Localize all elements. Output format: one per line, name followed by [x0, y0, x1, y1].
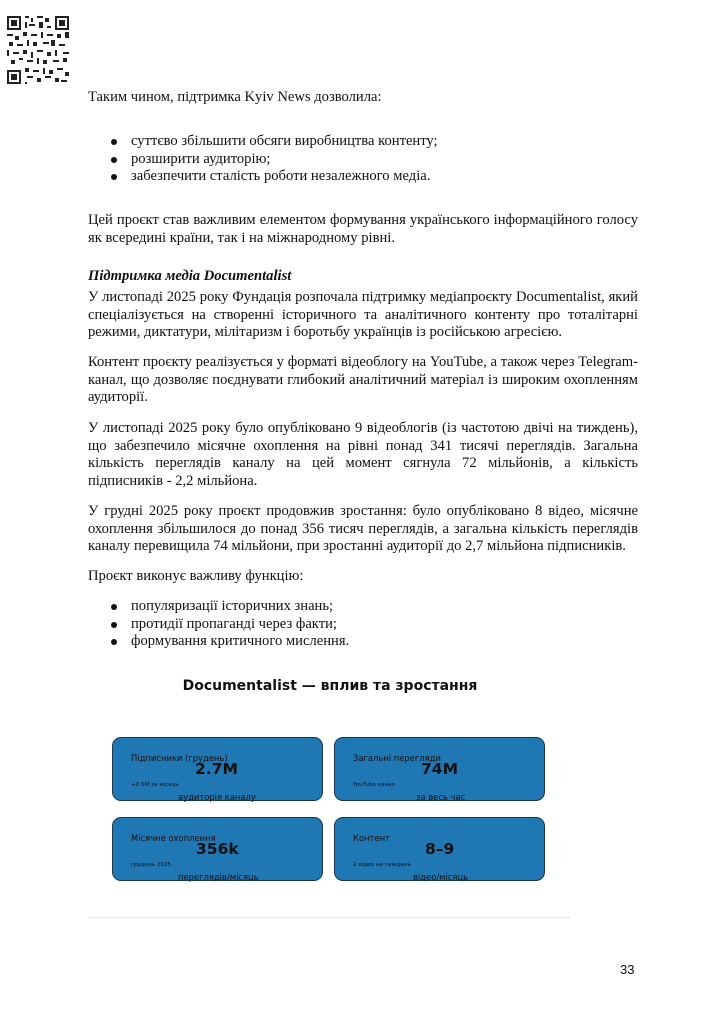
stat-card-value: 8–9 [425, 840, 455, 858]
infographic-title: Documentalist — вплив та зростання [182, 678, 478, 694]
footer-divider [88, 917, 571, 918]
bullet-icon [111, 174, 117, 180]
intro-lead: Таким чином, підтримка Kyiv News дозволила: [88, 89, 382, 105]
list-item [88, 633, 349, 651]
stat-card-value: 356k [196, 840, 239, 858]
stat-card-value: 2.7M [195, 760, 238, 778]
stat-card-unit: за весь час [416, 792, 466, 802]
list-item-text: популяризації історичних знань; [131, 598, 334, 614]
list-item [88, 133, 438, 151]
list-item-text: формування критичного мислення. [131, 633, 350, 650]
functions-lead: Проєкт виконує важливу функцію: [88, 568, 304, 584]
stat-card-subscribers [112, 737, 323, 801]
stat-card-total-views [334, 737, 545, 801]
bullet-icon [111, 622, 117, 628]
bullet-icon [111, 139, 117, 145]
stat-card-label: Контент [353, 833, 390, 843]
intro-conclusion: Цей проєкт став важливим елементом формування українського інформаційного голосу як всередині країни, так і на міжнародному рівні. [88, 212, 638, 246]
section-paragraph-4: У грудні 2025 року проєкт продовжив зростання: було опубліковано 8 відео, місячне охоплення збільшилося до понад 356 тисяч переглядів, а загальна кількість переглядів каналу перевищила 74 мільйони, при зростанні аудиторії до 2,7 мільйона підписників. [88, 503, 638, 555]
list-item [88, 616, 349, 634]
list-item [88, 598, 349, 616]
stat-card-unit: переглядів/місяць [178, 872, 259, 882]
stat-card-unit: відео/місяць [413, 872, 469, 882]
list-item [88, 151, 438, 169]
functions-list [88, 598, 349, 651]
stat-card-label: Місячне охоплення [131, 833, 216, 843]
list-item [88, 168, 438, 186]
stat-card-label: Загальні перегляди [353, 753, 441, 763]
stat-card-monthly-reach [112, 817, 323, 881]
qr-code-icon[interactable] [5, 14, 71, 86]
bullet-icon [111, 639, 117, 645]
stat-card-note: +0.5M за місяць [131, 782, 179, 788]
section-paragraph-2: Контент проєкту реалізується у форматі відеоблогу на YouTube, а також через Telegram-канал, що дозволяє поєднувати глибокий аналітичний матеріал із широким охопленням аудиторії. [88, 354, 638, 406]
list-item-text: забезпечити сталість роботи незалежного медіа. [131, 168, 431, 185]
stat-card-note: 2 відео на тиждень [353, 862, 411, 868]
stat-card-note: YouTube канал [353, 782, 395, 788]
bullet-icon [111, 604, 117, 610]
section-paragraph-3: У листопаді 2025 року було опубліковано 9 відеоблогів (із частотою двічі на тиждень), що забезпечило місячне охоплення на рівні понад 341 тисячі переглядів. Загальна кількість переглядів каналу на цей момент сягнула 72 мільйонів, а кількість підписників - 2,2 мільйона. [88, 420, 638, 489]
stat-card-content [334, 817, 545, 881]
section-heading: Підтримка медіа Documentalist [88, 268, 292, 284]
stat-card-note: грудень 2025 [131, 862, 172, 868]
stat-card-label: Підписники (грудень) [131, 753, 228, 763]
list-item-text: розширити аудиторію; [131, 150, 271, 167]
list-item-text: протидії пропаганді через факти; [131, 615, 337, 632]
section-paragraph-1: У листопаді 2025 року Фундація розпочала підтримку медіапроєкту Documentalist, який спеціалізується на створенні історичного та аналітичного контенту про тоталітарні режими, диктатури, мілітаризм і боротьбу українців із російською агресією. [88, 289, 638, 341]
list-item-text: суттєво збільшити обсяги виробництва контенту; [131, 133, 438, 149]
intro-bullet-list [88, 133, 438, 186]
stat-card-value: 74M [421, 760, 458, 778]
stat-card-unit: аудиторія каналу [178, 792, 256, 802]
page-number: 33 [620, 962, 635, 977]
bullet-icon [111, 157, 117, 163]
